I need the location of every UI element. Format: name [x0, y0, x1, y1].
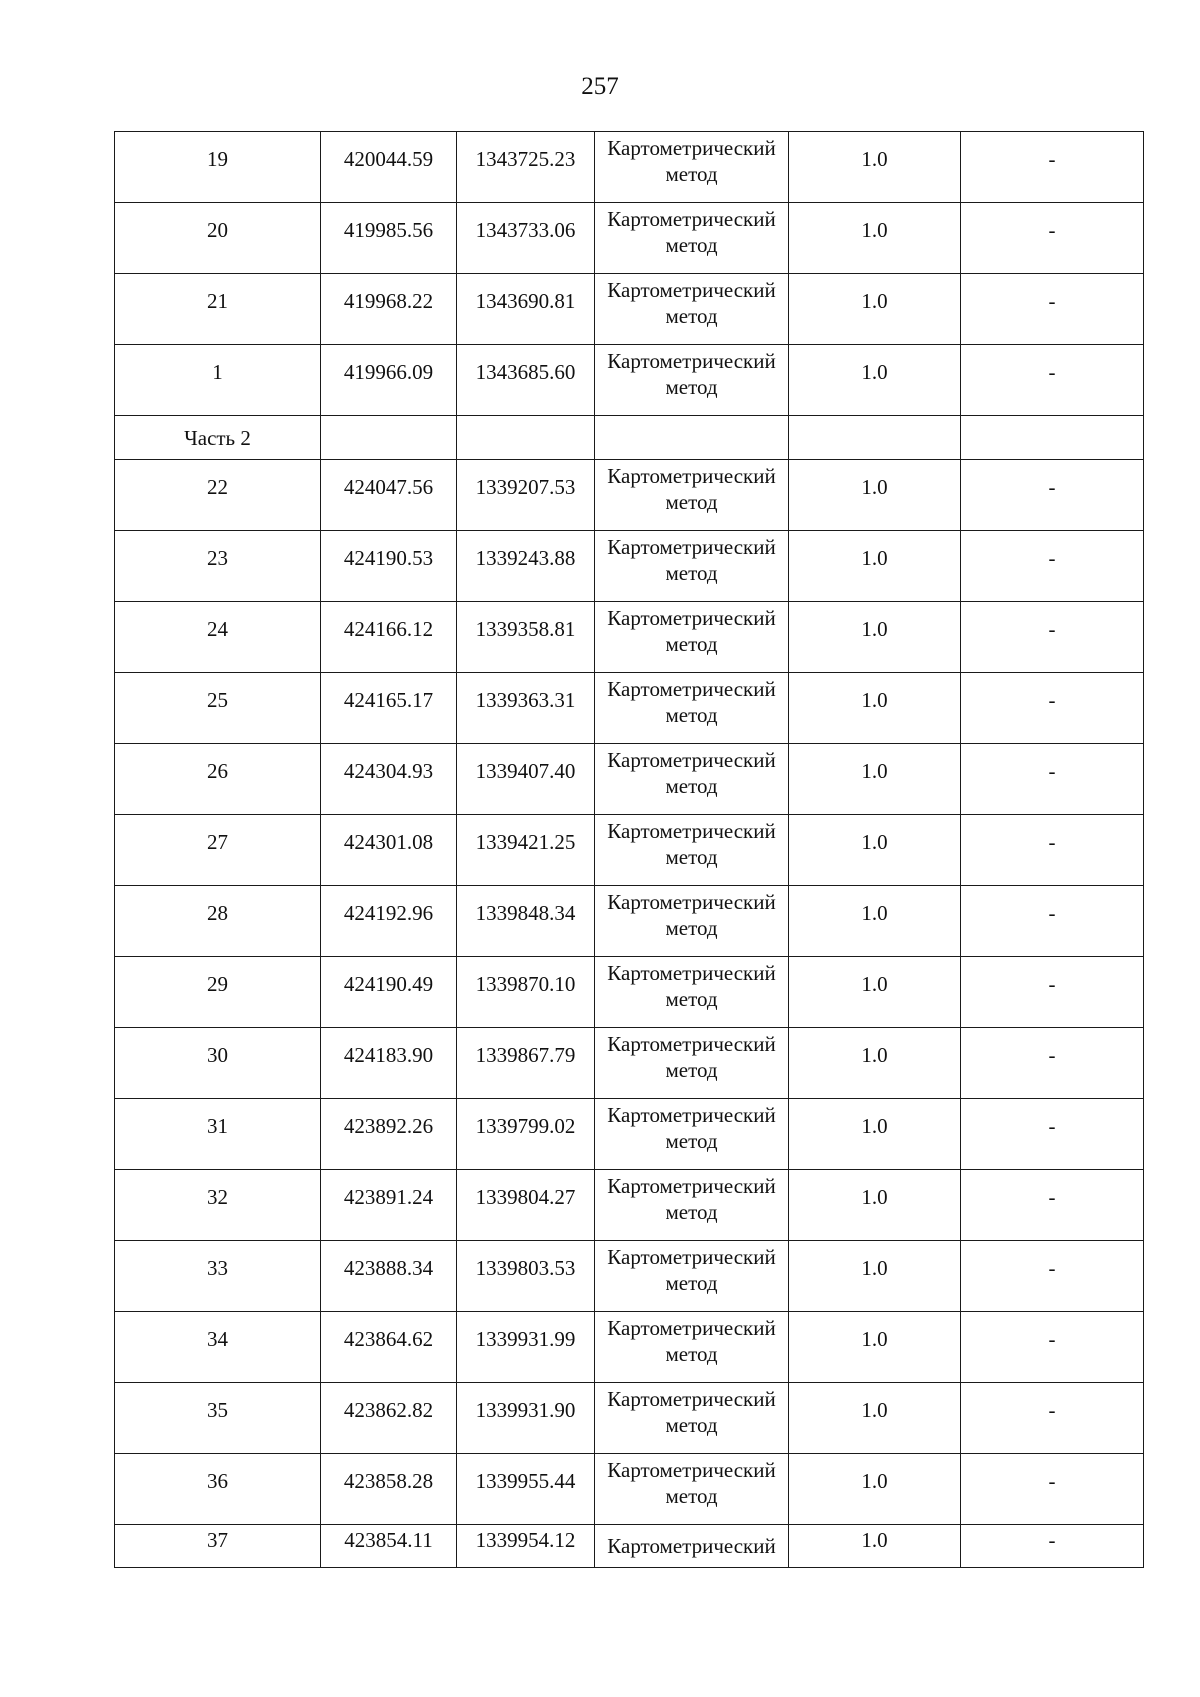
- table-row: [115, 1312, 1144, 1383]
- note-cell: -: [961, 1312, 1144, 1383]
- method-line-2: метод: [665, 1271, 718, 1295]
- method-line-2: метод: [665, 233, 718, 257]
- y-coordinate-cell: 1339931.90: [457, 1383, 595, 1454]
- table-row: [115, 1525, 1144, 1568]
- table-body: [115, 132, 1144, 1568]
- method-line-1: Картометрический: [607, 677, 776, 701]
- method-cell: [595, 274, 789, 345]
- x-coordinate-cell: 424190.49: [321, 957, 457, 1028]
- method-line-1: Картометрический: [607, 207, 776, 231]
- method-line-1: Картометрический: [607, 1032, 776, 1056]
- method-cell: [595, 1099, 789, 1170]
- table-row: [115, 345, 1144, 416]
- table-row: [115, 744, 1144, 815]
- method-line-1: Картометрический: [607, 1103, 776, 1127]
- point-number-cell: 1: [115, 345, 321, 416]
- accuracy-cell: 1.0: [789, 1170, 961, 1241]
- method-cell: [595, 132, 789, 203]
- method-line-2: метод: [665, 1058, 718, 1082]
- note-cell: -: [961, 602, 1144, 673]
- page-number: 257: [581, 73, 619, 100]
- accuracy-cell: 1.0: [789, 132, 961, 203]
- method-cell: [595, 1525, 789, 1568]
- x-coordinate-cell: 423888.34: [321, 1241, 457, 1312]
- accuracy-cell: 1.0: [789, 1525, 961, 1568]
- accuracy-cell: 1.0: [789, 602, 961, 673]
- x-coordinate-cell: 423892.26: [321, 1099, 457, 1170]
- method-cell: [595, 957, 789, 1028]
- point-number-cell: 37: [115, 1525, 321, 1568]
- method-line-2: метод: [665, 1484, 718, 1508]
- x-coordinate-cell: 420044.59: [321, 132, 457, 203]
- y-coordinate-cell: 1339358.81: [457, 602, 595, 673]
- y-coordinate-cell: 1339848.34: [457, 886, 595, 957]
- y-coordinate-cell: 1339954.12: [457, 1525, 595, 1568]
- accuracy-cell: 1.0: [789, 744, 961, 815]
- table-row: [115, 957, 1144, 1028]
- x-coordinate-cell: 419985.56: [321, 203, 457, 274]
- x-coordinate-cell: 424192.96: [321, 886, 457, 957]
- method-line-1: Картометрический: [607, 349, 776, 373]
- method-line-1: Картометрический: [607, 464, 776, 488]
- method-line-1: Картометрический: [607, 1534, 776, 1558]
- point-number-cell: 32: [115, 1170, 321, 1241]
- table-row: [115, 1028, 1144, 1099]
- y-coordinate-cell: 1339867.79: [457, 1028, 595, 1099]
- table-row: [115, 1099, 1144, 1170]
- x-coordinate-cell: 424166.12: [321, 602, 457, 673]
- point-number-cell: 29: [115, 957, 321, 1028]
- table-row: [115, 274, 1144, 345]
- accuracy-cell: 1.0: [789, 673, 961, 744]
- table-row: [115, 1454, 1144, 1525]
- note-cell: -: [961, 744, 1144, 815]
- method-line-2: метод: [665, 490, 718, 514]
- point-number-cell: 23: [115, 531, 321, 602]
- table-row: [115, 1170, 1144, 1241]
- point-number-cell: 30: [115, 1028, 321, 1099]
- method-line-2: метод: [665, 375, 718, 399]
- table-row: [115, 1383, 1144, 1454]
- note-cell: -: [961, 1454, 1144, 1525]
- coordinates-table: [114, 131, 1144, 1568]
- point-number-cell: 36: [115, 1454, 321, 1525]
- y-coordinate-cell: 1339870.10: [457, 957, 595, 1028]
- table-row: [115, 815, 1144, 886]
- note-cell: -: [961, 132, 1144, 203]
- x-coordinate-cell: 423858.28: [321, 1454, 457, 1525]
- x-coordinate-cell: 423864.62: [321, 1312, 457, 1383]
- method-cell: [595, 531, 789, 602]
- method-line-2: метод: [665, 1129, 718, 1153]
- method-line-1: Картометрический: [607, 1174, 776, 1198]
- method-cell: [595, 203, 789, 274]
- method-cell: [595, 673, 789, 744]
- point-number-cell: 35: [115, 1383, 321, 1454]
- accuracy-cell: 1.0: [789, 815, 961, 886]
- note-cell: -: [961, 673, 1144, 744]
- note-cell: -: [961, 1241, 1144, 1312]
- method-line-1: Картометрический: [607, 819, 776, 843]
- y-coordinate-cell: 1339931.99: [457, 1312, 595, 1383]
- method-line-2: метод: [665, 632, 718, 656]
- x-coordinate-cell: 424190.53: [321, 531, 457, 602]
- empty-cell: [961, 416, 1144, 460]
- method-line-2: метод: [665, 774, 718, 798]
- x-coordinate-cell: 423862.82: [321, 1383, 457, 1454]
- note-cell: -: [961, 203, 1144, 274]
- point-number-cell: 31: [115, 1099, 321, 1170]
- method-cell: [595, 1241, 789, 1312]
- method-line-1: Картометрический: [607, 1245, 776, 1269]
- y-coordinate-cell: 1339955.44: [457, 1454, 595, 1525]
- accuracy-cell: 1.0: [789, 1099, 961, 1170]
- x-coordinate-cell: 419968.22: [321, 274, 457, 345]
- point-number-cell: 25: [115, 673, 321, 744]
- point-number-cell: 26: [115, 744, 321, 815]
- y-coordinate-cell: 1339363.31: [457, 673, 595, 744]
- accuracy-cell: 1.0: [789, 1312, 961, 1383]
- y-coordinate-cell: 1339803.53: [457, 1241, 595, 1312]
- section-row: [115, 416, 1144, 460]
- empty-cell: [321, 416, 457, 460]
- method-cell: [595, 1383, 789, 1454]
- method-cell: [595, 602, 789, 673]
- y-coordinate-cell: 1343685.60: [457, 345, 595, 416]
- y-coordinate-cell: 1339799.02: [457, 1099, 595, 1170]
- method-cell: [595, 815, 789, 886]
- note-cell: -: [961, 1383, 1144, 1454]
- table-row: [115, 203, 1144, 274]
- method-line-2: метод: [665, 561, 718, 585]
- method-cell: [595, 1170, 789, 1241]
- method-cell: [595, 460, 789, 531]
- table-row: [115, 531, 1144, 602]
- method-line-1: Картометрический: [607, 890, 776, 914]
- method-line-1: Картометрический: [607, 1458, 776, 1482]
- method-line-2: метод: [665, 162, 718, 186]
- accuracy-cell: 1.0: [789, 957, 961, 1028]
- x-coordinate-cell: 424165.17: [321, 673, 457, 744]
- method-line-2: метод: [665, 1342, 718, 1366]
- point-number-cell: 22: [115, 460, 321, 531]
- accuracy-cell: 1.0: [789, 274, 961, 345]
- empty-cell: [789, 416, 961, 460]
- method-line-2: метод: [665, 987, 718, 1011]
- point-number-cell: 28: [115, 886, 321, 957]
- note-cell: -: [961, 815, 1144, 886]
- note-cell: -: [961, 1525, 1144, 1568]
- method-line-2: метод: [665, 1413, 718, 1437]
- method-cell: [595, 744, 789, 815]
- method-line-2: метод: [665, 1200, 718, 1224]
- empty-cell: [457, 416, 595, 460]
- method-line-1: Картометрический: [607, 535, 776, 559]
- y-coordinate-cell: 1343690.81: [457, 274, 595, 345]
- note-cell: -: [961, 274, 1144, 345]
- method-line-2: метод: [665, 703, 718, 727]
- y-coordinate-cell: 1339407.40: [457, 744, 595, 815]
- method-line-1: Картометрический: [607, 961, 776, 985]
- method-line-1: Картометрический: [607, 136, 776, 160]
- method-cell: [595, 1028, 789, 1099]
- y-coordinate-cell: 1343733.06: [457, 203, 595, 274]
- accuracy-cell: 1.0: [789, 1454, 961, 1525]
- x-coordinate-cell: 424304.93: [321, 744, 457, 815]
- section-label: Часть 2: [115, 416, 321, 460]
- note-cell: -: [961, 460, 1144, 531]
- method-line-1: Картометрический: [607, 1316, 776, 1340]
- note-cell: -: [961, 1028, 1144, 1099]
- method-line-2: метод: [665, 916, 718, 940]
- method-cell: [595, 1312, 789, 1383]
- table-row: [115, 1241, 1144, 1312]
- note-cell: -: [961, 1099, 1144, 1170]
- point-number-cell: 19: [115, 132, 321, 203]
- y-coordinate-cell: 1343725.23: [457, 132, 595, 203]
- x-coordinate-cell: 423854.11: [321, 1525, 457, 1568]
- accuracy-cell: 1.0: [789, 1028, 961, 1099]
- method-line-1: Картометрический: [607, 1387, 776, 1411]
- note-cell: -: [961, 957, 1144, 1028]
- method-cell: [595, 886, 789, 957]
- accuracy-cell: 1.0: [789, 1241, 961, 1312]
- method-line-2: метод: [665, 845, 718, 869]
- table-row: [115, 460, 1144, 531]
- y-coordinate-cell: 1339207.53: [457, 460, 595, 531]
- point-number-cell: 27: [115, 815, 321, 886]
- method-line-2: метод: [665, 304, 718, 328]
- x-coordinate-cell: 419966.09: [321, 345, 457, 416]
- accuracy-cell: 1.0: [789, 203, 961, 274]
- table-row: [115, 602, 1144, 673]
- point-number-cell: 21: [115, 274, 321, 345]
- accuracy-cell: 1.0: [789, 345, 961, 416]
- x-coordinate-cell: 424183.90: [321, 1028, 457, 1099]
- point-number-cell: 20: [115, 203, 321, 274]
- y-coordinate-cell: 1339421.25: [457, 815, 595, 886]
- note-cell: -: [961, 345, 1144, 416]
- y-coordinate-cell: 1339243.88: [457, 531, 595, 602]
- accuracy-cell: 1.0: [789, 531, 961, 602]
- y-coordinate-cell: 1339804.27: [457, 1170, 595, 1241]
- method-cell: [595, 345, 789, 416]
- method-line-1: Картометрический: [607, 606, 776, 630]
- x-coordinate-cell: 423891.24: [321, 1170, 457, 1241]
- table-row: [115, 132, 1144, 203]
- method-line-1: Картометрический: [607, 748, 776, 772]
- method-line-1: Картометрический: [607, 278, 776, 302]
- point-number-cell: 34: [115, 1312, 321, 1383]
- note-cell: -: [961, 1170, 1144, 1241]
- x-coordinate-cell: 424301.08: [321, 815, 457, 886]
- note-cell: -: [961, 886, 1144, 957]
- method-cell: [595, 1454, 789, 1525]
- x-coordinate-cell: 424047.56: [321, 460, 457, 531]
- point-number-cell: 33: [115, 1241, 321, 1312]
- accuracy-cell: 1.0: [789, 886, 961, 957]
- table-row: [115, 673, 1144, 744]
- accuracy-cell: 1.0: [789, 460, 961, 531]
- accuracy-cell: 1.0: [789, 1383, 961, 1454]
- table-row: [115, 886, 1144, 957]
- point-number-cell: 24: [115, 602, 321, 673]
- note-cell: -: [961, 531, 1144, 602]
- empty-cell: [595, 416, 789, 460]
